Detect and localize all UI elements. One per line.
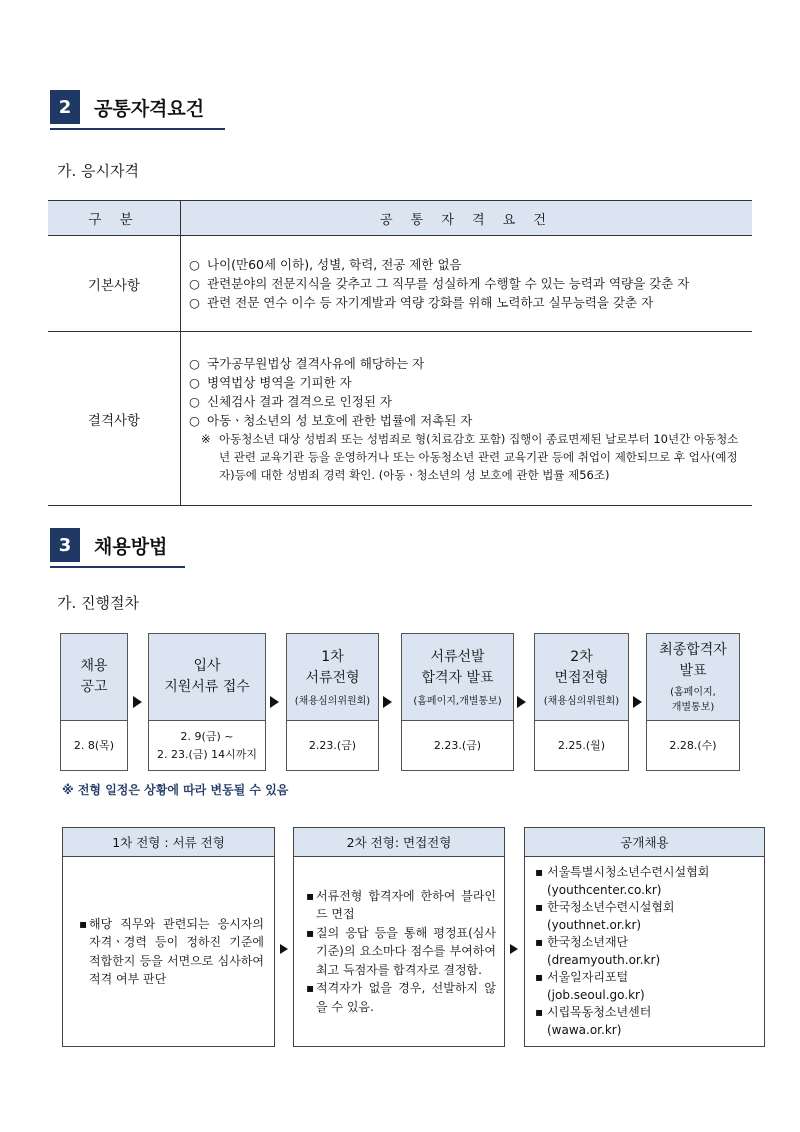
list-item: ○ 신체검사 결과 결격으로 인정된 자 bbox=[189, 393, 392, 409]
stage-box-interview bbox=[293, 827, 505, 1047]
arrow-right-icon bbox=[270, 696, 279, 708]
step-subtitle: (채용심의위원회) bbox=[543, 696, 620, 707]
stage-title: 공개채용 bbox=[525, 828, 764, 857]
process-step bbox=[534, 633, 629, 771]
stage-box-public-posting bbox=[524, 827, 765, 1047]
step-title: 면접전형 bbox=[554, 670, 609, 686]
subsection-title: 가. 응시자격 bbox=[57, 162, 139, 180]
section-3-header bbox=[50, 526, 167, 564]
list-item: ○ 관련분야의 전문지식을 갖추고 그 직무를 성실하게 수행할 수 있는 능력과 역량을 갖춘 자 bbox=[189, 276, 690, 291]
section-2-header bbox=[50, 88, 204, 126]
process-step bbox=[646, 633, 740, 771]
step-date: 2.28.(수) bbox=[669, 738, 717, 752]
list-item: ▪ 시립목동청소년센터 (wawa.or.kr) bbox=[535, 1005, 652, 1037]
step-title: 서류선발 bbox=[430, 649, 485, 665]
step-title: 공고 bbox=[80, 679, 108, 695]
section-number: 2 bbox=[50, 90, 80, 124]
list-item: ▪ 질의 응답 등을 통해 평정표(심사기준)의 요소마다 점수를 부여하여 최고 득점자를 합격자로 결정함. bbox=[306, 925, 496, 977]
list-item: ○ 병역법상 병역을 기피한 자 bbox=[189, 374, 352, 390]
arrow-right-icon bbox=[280, 944, 288, 954]
step-date: 2. 9(금) ~ bbox=[180, 729, 234, 743]
step-title: 발표 bbox=[679, 662, 707, 679]
requirements-table bbox=[48, 200, 752, 506]
step-date: 2.25.(월) bbox=[557, 738, 606, 752]
section-title: 공통자격요건 bbox=[94, 97, 205, 120]
section-underline bbox=[50, 128, 225, 130]
step-title: 합격자 발표 bbox=[421, 670, 494, 686]
list-item: ▪ 한국청소년재단 (dreamyouth.or.kr) bbox=[535, 935, 661, 967]
step-subtitle: (홈페이지,개별통보) bbox=[413, 696, 502, 707]
step-date: 2.23.(금) bbox=[433, 738, 482, 752]
step-date: 2. 8(목) bbox=[73, 738, 115, 752]
list-item: ○ 아동ㆍ청소년의 성 보호에 관한 법률에 저촉된 자 bbox=[189, 412, 473, 428]
stage-title: 1차 전형 : 서류 전형 bbox=[63, 828, 274, 857]
step-title: 서류전형 bbox=[305, 670, 360, 686]
arrow-right-icon bbox=[133, 696, 142, 708]
arrow-right-icon bbox=[517, 696, 526, 708]
step-title: 입사 bbox=[193, 658, 221, 674]
list-item: ▪ 서류전형 합격자에 한하여 블라인드 면접 bbox=[306, 888, 496, 922]
list-item: ▪ 적격자가 없을 경우, 선발하지 않을 수 있음. bbox=[306, 981, 496, 1014]
process-step bbox=[286, 633, 379, 771]
step-title: 1차 bbox=[321, 649, 344, 665]
step-subtitle: (채용심의위원회) bbox=[294, 696, 371, 707]
table-row bbox=[48, 332, 752, 506]
process-step bbox=[401, 633, 514, 771]
note-text: ※ 아동청소년 대상 성범죄 또는 성범죄로 형(치료감호 포함) 집행이 종료면제된 날로부터 10년간 아동청소년 관련 교육기관 등을 운영하거나 또는 아동청소년 관련 교육기관 등에 취업이 제한되므로 후 업사(예정자)등에 대한 성범죄 경력 확인. (아동ㆍ청소년의 성 보호에 관한 법률 제56조) bbox=[201, 431, 739, 482]
process-step bbox=[148, 633, 266, 771]
section-underline bbox=[50, 566, 185, 568]
list-item: ▪ 한국청소년수련시설협회 (youthnet.or.kr) bbox=[535, 900, 675, 932]
row-content bbox=[181, 332, 753, 506]
row-label: 결격사항 bbox=[48, 332, 181, 506]
table-row bbox=[48, 236, 752, 332]
section-number: 3 bbox=[50, 528, 80, 562]
step-title: 채용 bbox=[80, 658, 108, 674]
step-title: 지원서류 접수 bbox=[164, 679, 250, 695]
list-item: ○ 나이(만60세 이하), 성별, 학력, 전공 제한 없음 bbox=[189, 257, 462, 272]
list-item: ▪ 서울일자리포털 (job.seoul.go.kr) bbox=[535, 970, 645, 1002]
row-content bbox=[181, 236, 753, 332]
process-step bbox=[60, 633, 128, 771]
step-title: 2차 bbox=[570, 649, 593, 665]
step-date: 2.23.(금) bbox=[308, 738, 357, 752]
stage-box-document bbox=[62, 827, 275, 1047]
header-requirements: 공 통 자 격 요 건 bbox=[181, 201, 753, 236]
step-subtitle: (홈페이지, 개별통보) bbox=[670, 686, 716, 713]
subsection-title: 가. 진행절차 bbox=[57, 594, 139, 612]
list-item: ▪ 해당 직무와 관련되는 응시자의 자격ㆍ경력 등이 정하진 기준에 적합한지 등을 서면으로 심사하여 적격 여부 판단 bbox=[79, 916, 264, 986]
arrow-right-icon bbox=[383, 696, 392, 708]
header-category: 구 분 bbox=[48, 201, 181, 236]
section-title: 채용방법 bbox=[94, 535, 168, 558]
row-label: 기본사항 bbox=[48, 236, 181, 332]
step-title: 최종합격자 bbox=[659, 641, 727, 658]
list-item: ▪ 서울특별시청소년수련시설협회 (youthcenter.co.kr) bbox=[535, 865, 710, 897]
schedule-remark: ※ 전형 일정은 상황에 따라 변동될 수 있음 bbox=[62, 783, 289, 797]
step-date: 2. 23.(금) 14시까지 bbox=[156, 747, 258, 761]
arrow-right-icon bbox=[510, 944, 518, 954]
list-item: ○ 국가공무원법상 결격사유에 해당하는 자 bbox=[189, 355, 425, 371]
arrow-right-icon bbox=[633, 696, 642, 708]
list-item: ○ 관련 전문 연수 이수 등 자기계발과 역량 강화를 위해 노력하고 실무능력을 갖춘 자 bbox=[189, 295, 654, 310]
table-header-row bbox=[48, 201, 752, 236]
stage-title: 2차 전형: 면접전형 bbox=[294, 828, 504, 857]
